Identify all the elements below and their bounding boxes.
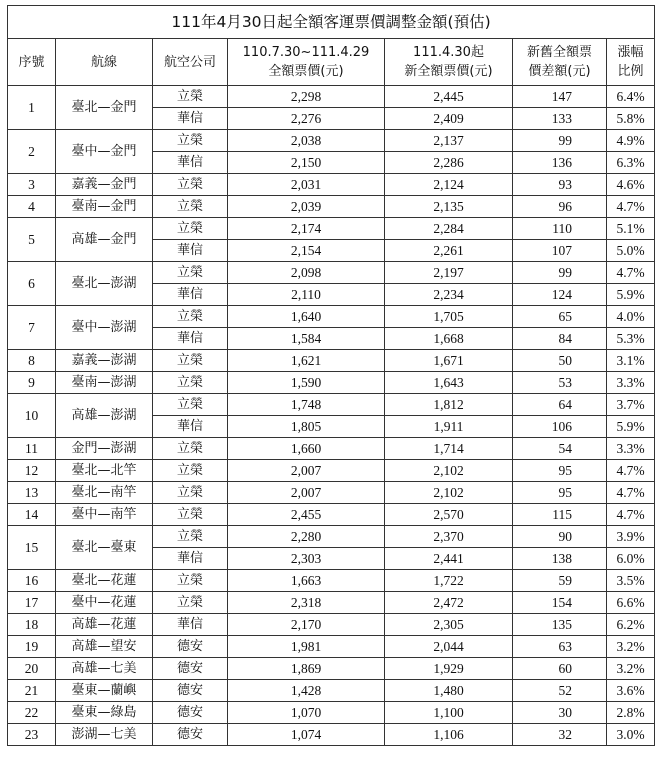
route-name: 金門—澎湖 xyxy=(56,438,153,460)
airline-name: 華信 xyxy=(153,240,228,262)
old-fare: 1,869 xyxy=(228,658,385,680)
table-row xyxy=(8,218,655,240)
row-index: 18 xyxy=(8,614,56,636)
airline-name: 德安 xyxy=(153,658,228,680)
airline-name: 華信 xyxy=(153,614,228,636)
fare-difference: 84 xyxy=(513,328,607,350)
route-name: 臺北—澎湖 xyxy=(56,262,153,306)
old-fare: 1,428 xyxy=(228,680,385,702)
airline-name: 立榮 xyxy=(153,130,228,152)
fare-difference: 50 xyxy=(513,350,607,372)
row-index: 20 xyxy=(8,658,56,680)
route-name: 臺中—南竿 xyxy=(56,504,153,526)
old-fare: 2,007 xyxy=(228,460,385,482)
route-name: 臺南—金門 xyxy=(56,196,153,218)
old-fare: 2,098 xyxy=(228,262,385,284)
airline-name: 立榮 xyxy=(153,262,228,284)
increase-percent: 6.3% xyxy=(607,152,655,174)
increase-percent: 3.0% xyxy=(607,724,655,746)
fare-difference: 95 xyxy=(513,460,607,482)
new-fare: 1,668 xyxy=(385,328,513,350)
old-fare: 1,584 xyxy=(228,328,385,350)
route-name: 嘉義—金門 xyxy=(56,174,153,196)
airline-name: 華信 xyxy=(153,284,228,306)
increase-percent: 6.4% xyxy=(607,86,655,108)
airline-name: 華信 xyxy=(153,548,228,570)
increase-percent: 5.1% xyxy=(607,218,655,240)
header-new-price-line2: 新全額票價(元) xyxy=(404,64,493,79)
fare-difference: 54 xyxy=(513,438,607,460)
new-fare: 2,284 xyxy=(385,218,513,240)
fare-difference: 124 xyxy=(513,284,607,306)
table-row xyxy=(8,592,655,614)
row-index: 22 xyxy=(8,702,56,724)
fare-adjustment-document xyxy=(7,5,654,746)
route-name: 高雄—澎湖 xyxy=(56,394,153,438)
airline-name: 立榮 xyxy=(153,372,228,394)
old-fare: 1,660 xyxy=(228,438,385,460)
row-index: 7 xyxy=(8,306,56,350)
airline-name: 德安 xyxy=(153,702,228,724)
fare-difference: 63 xyxy=(513,636,607,658)
old-fare: 2,170 xyxy=(228,614,385,636)
new-fare: 1,911 xyxy=(385,416,513,438)
row-index: 12 xyxy=(8,460,56,482)
route-name: 臺北—臺東 xyxy=(56,526,153,570)
table-row xyxy=(8,196,655,218)
old-fare: 1,748 xyxy=(228,394,385,416)
row-index: 23 xyxy=(8,724,56,746)
increase-percent: 4.7% xyxy=(607,460,655,482)
old-fare: 1,981 xyxy=(228,636,385,658)
old-fare: 1,663 xyxy=(228,570,385,592)
row-index: 10 xyxy=(8,394,56,438)
increase-percent: 5.3% xyxy=(607,328,655,350)
increase-percent: 4.9% xyxy=(607,130,655,152)
row-index: 19 xyxy=(8,636,56,658)
header-row xyxy=(8,39,655,86)
table-row xyxy=(8,636,655,658)
fare-difference: 147 xyxy=(513,86,607,108)
row-index: 15 xyxy=(8,526,56,570)
header-old-price-line2: 全額票價(元) xyxy=(268,64,344,79)
new-fare: 1,106 xyxy=(385,724,513,746)
header-old-price xyxy=(228,39,385,86)
fare-difference: 59 xyxy=(513,570,607,592)
increase-percent: 6.2% xyxy=(607,614,655,636)
new-fare: 2,445 xyxy=(385,86,513,108)
old-fare: 2,303 xyxy=(228,548,385,570)
route-name: 高雄—七美 xyxy=(56,658,153,680)
row-index: 11 xyxy=(8,438,56,460)
fare-difference: 99 xyxy=(513,262,607,284)
route-name: 臺北—金門 xyxy=(56,86,153,130)
table-row xyxy=(8,658,655,680)
old-fare: 2,110 xyxy=(228,284,385,306)
route-name: 臺中—澎湖 xyxy=(56,306,153,350)
airline-name: 華信 xyxy=(153,416,228,438)
route-name: 澎湖—七美 xyxy=(56,724,153,746)
row-index: 17 xyxy=(8,592,56,614)
route-name: 臺中—金門 xyxy=(56,130,153,174)
increase-percent: 6.0% xyxy=(607,548,655,570)
row-index: 6 xyxy=(8,262,56,306)
old-fare: 2,038 xyxy=(228,130,385,152)
table-row xyxy=(8,702,655,724)
route-name: 臺東—綠島 xyxy=(56,702,153,724)
new-fare: 2,102 xyxy=(385,460,513,482)
table-row xyxy=(8,394,655,416)
row-index: 4 xyxy=(8,196,56,218)
fare-difference: 65 xyxy=(513,306,607,328)
new-fare: 2,441 xyxy=(385,548,513,570)
airline-name: 華信 xyxy=(153,108,228,130)
old-fare: 2,298 xyxy=(228,86,385,108)
row-index: 3 xyxy=(8,174,56,196)
header-old-price-line1: 110.7.30~111.4.29 xyxy=(242,45,370,60)
increase-percent: 5.0% xyxy=(607,240,655,262)
new-fare: 2,102 xyxy=(385,482,513,504)
row-index: 9 xyxy=(8,372,56,394)
fare-difference: 110 xyxy=(513,218,607,240)
old-fare: 2,455 xyxy=(228,504,385,526)
fare-difference: 96 xyxy=(513,196,607,218)
airline-name: 立榮 xyxy=(153,592,228,614)
increase-percent: 3.1% xyxy=(607,350,655,372)
fare-difference: 52 xyxy=(513,680,607,702)
route-name: 高雄—金門 xyxy=(56,218,153,262)
fare-difference: 107 xyxy=(513,240,607,262)
old-fare: 2,154 xyxy=(228,240,385,262)
header-route: 航線 xyxy=(56,39,153,86)
fare-difference: 64 xyxy=(513,394,607,416)
increase-percent: 4.7% xyxy=(607,262,655,284)
fare-difference: 95 xyxy=(513,482,607,504)
row-index: 8 xyxy=(8,350,56,372)
new-fare: 2,409 xyxy=(385,108,513,130)
header-diff xyxy=(513,39,607,86)
fare-difference: 32 xyxy=(513,724,607,746)
increase-percent: 3.2% xyxy=(607,658,655,680)
airline-name: 立榮 xyxy=(153,570,228,592)
header-index: 序號 xyxy=(8,39,56,86)
new-fare: 2,286 xyxy=(385,152,513,174)
table-row xyxy=(8,680,655,702)
row-index: 14 xyxy=(8,504,56,526)
new-fare: 1,705 xyxy=(385,306,513,328)
increase-percent: 3.6% xyxy=(607,680,655,702)
increase-percent: 5.9% xyxy=(607,284,655,306)
header-new-price xyxy=(385,39,513,86)
old-fare: 1,590 xyxy=(228,372,385,394)
table-row xyxy=(8,438,655,460)
table-row xyxy=(8,262,655,284)
row-index: 2 xyxy=(8,130,56,174)
fare-difference: 154 xyxy=(513,592,607,614)
airline-name: 立榮 xyxy=(153,394,228,416)
fare-difference: 136 xyxy=(513,152,607,174)
header-diff-line2: 價差額(元) xyxy=(528,64,591,79)
increase-percent: 5.9% xyxy=(607,416,655,438)
airline-name: 立榮 xyxy=(153,174,228,196)
old-fare: 2,031 xyxy=(228,174,385,196)
fare-difference: 99 xyxy=(513,130,607,152)
table-body xyxy=(8,86,655,746)
table-title: 111年4月30日起全額客運票價調整金額(預估) xyxy=(8,6,655,39)
new-fare: 2,370 xyxy=(385,526,513,548)
row-index: 1 xyxy=(8,86,56,130)
airline-name: 立榮 xyxy=(153,86,228,108)
old-fare: 2,039 xyxy=(228,196,385,218)
new-fare: 1,100 xyxy=(385,702,513,724)
increase-percent: 4.0% xyxy=(607,306,655,328)
increase-percent: 3.9% xyxy=(607,526,655,548)
header-pct-line1: 漲幅 xyxy=(617,45,644,60)
airline-name: 立榮 xyxy=(153,460,228,482)
header-pct xyxy=(607,39,655,86)
airline-name: 立榮 xyxy=(153,218,228,240)
old-fare: 1,070 xyxy=(228,702,385,724)
header-airline: 航空公司 xyxy=(153,39,228,86)
airline-name: 立榮 xyxy=(153,482,228,504)
old-fare: 1,805 xyxy=(228,416,385,438)
new-fare: 2,044 xyxy=(385,636,513,658)
new-fare: 2,570 xyxy=(385,504,513,526)
increase-percent: 4.7% xyxy=(607,482,655,504)
route-name: 臺中—花蓮 xyxy=(56,592,153,614)
airline-name: 德安 xyxy=(153,724,228,746)
old-fare: 1,621 xyxy=(228,350,385,372)
fare-table xyxy=(7,5,655,746)
row-index: 21 xyxy=(8,680,56,702)
new-fare: 2,234 xyxy=(385,284,513,306)
old-fare: 2,150 xyxy=(228,152,385,174)
new-fare: 2,472 xyxy=(385,592,513,614)
airline-name: 華信 xyxy=(153,328,228,350)
table-row xyxy=(8,460,655,482)
route-name: 臺北—花蓮 xyxy=(56,570,153,592)
table-row xyxy=(8,570,655,592)
table-row xyxy=(8,504,655,526)
fare-difference: 30 xyxy=(513,702,607,724)
row-index: 13 xyxy=(8,482,56,504)
route-name: 臺南—澎湖 xyxy=(56,372,153,394)
increase-percent: 3.3% xyxy=(607,438,655,460)
old-fare: 2,318 xyxy=(228,592,385,614)
header-diff-line1: 新舊全額票 xyxy=(526,45,592,60)
airline-name: 立榮 xyxy=(153,526,228,548)
fare-difference: 93 xyxy=(513,174,607,196)
table-row xyxy=(8,306,655,328)
increase-percent: 4.7% xyxy=(607,504,655,526)
airline-name: 立榮 xyxy=(153,306,228,328)
old-fare: 1,640 xyxy=(228,306,385,328)
increase-percent: 5.8% xyxy=(607,108,655,130)
new-fare: 1,722 xyxy=(385,570,513,592)
new-fare: 2,197 xyxy=(385,262,513,284)
table-row xyxy=(8,86,655,108)
route-name: 臺北—南竿 xyxy=(56,482,153,504)
new-fare: 1,671 xyxy=(385,350,513,372)
route-name: 臺東—蘭嶼 xyxy=(56,680,153,702)
airline-name: 立榮 xyxy=(153,504,228,526)
increase-percent: 4.6% xyxy=(607,174,655,196)
airline-name: 華信 xyxy=(153,152,228,174)
new-fare: 1,929 xyxy=(385,658,513,680)
increase-percent: 3.2% xyxy=(607,636,655,658)
new-fare: 1,812 xyxy=(385,394,513,416)
new-fare: 1,714 xyxy=(385,438,513,460)
old-fare: 2,174 xyxy=(228,218,385,240)
new-fare: 1,643 xyxy=(385,372,513,394)
route-name: 臺北—北竿 xyxy=(56,460,153,482)
route-name: 高雄—花蓮 xyxy=(56,614,153,636)
fare-difference: 53 xyxy=(513,372,607,394)
header-new-price-line1: 111.4.30起 xyxy=(413,45,484,60)
new-fare: 2,137 xyxy=(385,130,513,152)
fare-difference: 106 xyxy=(513,416,607,438)
header-pct-line2: 比例 xyxy=(617,64,644,79)
table-row xyxy=(8,526,655,548)
increase-percent: 3.3% xyxy=(607,372,655,394)
new-fare: 2,135 xyxy=(385,196,513,218)
fare-difference: 90 xyxy=(513,526,607,548)
increase-percent: 3.7% xyxy=(607,394,655,416)
airline-name: 立榮 xyxy=(153,438,228,460)
row-index: 16 xyxy=(8,570,56,592)
fare-difference: 135 xyxy=(513,614,607,636)
old-fare: 2,280 xyxy=(228,526,385,548)
new-fare: 2,124 xyxy=(385,174,513,196)
row-index: 5 xyxy=(8,218,56,262)
fare-difference: 138 xyxy=(513,548,607,570)
table-row xyxy=(8,174,655,196)
airline-name: 德安 xyxy=(153,636,228,658)
new-fare: 2,261 xyxy=(385,240,513,262)
table-row xyxy=(8,372,655,394)
route-name: 高雄—望安 xyxy=(56,636,153,658)
table-row xyxy=(8,350,655,372)
old-fare: 2,276 xyxy=(228,108,385,130)
table-row xyxy=(8,614,655,636)
new-fare: 1,480 xyxy=(385,680,513,702)
table-row xyxy=(8,130,655,152)
increase-percent: 4.7% xyxy=(607,196,655,218)
table-row xyxy=(8,724,655,746)
airline-name: 立榮 xyxy=(153,196,228,218)
fare-difference: 115 xyxy=(513,504,607,526)
fare-difference: 60 xyxy=(513,658,607,680)
increase-percent: 2.8% xyxy=(607,702,655,724)
route-name: 嘉義—澎湖 xyxy=(56,350,153,372)
fare-difference: 133 xyxy=(513,108,607,130)
old-fare: 2,007 xyxy=(228,482,385,504)
old-fare: 1,074 xyxy=(228,724,385,746)
airline-name: 德安 xyxy=(153,680,228,702)
increase-percent: 3.5% xyxy=(607,570,655,592)
increase-percent: 6.6% xyxy=(607,592,655,614)
airline-name: 立榮 xyxy=(153,350,228,372)
new-fare: 2,305 xyxy=(385,614,513,636)
table-row xyxy=(8,482,655,504)
